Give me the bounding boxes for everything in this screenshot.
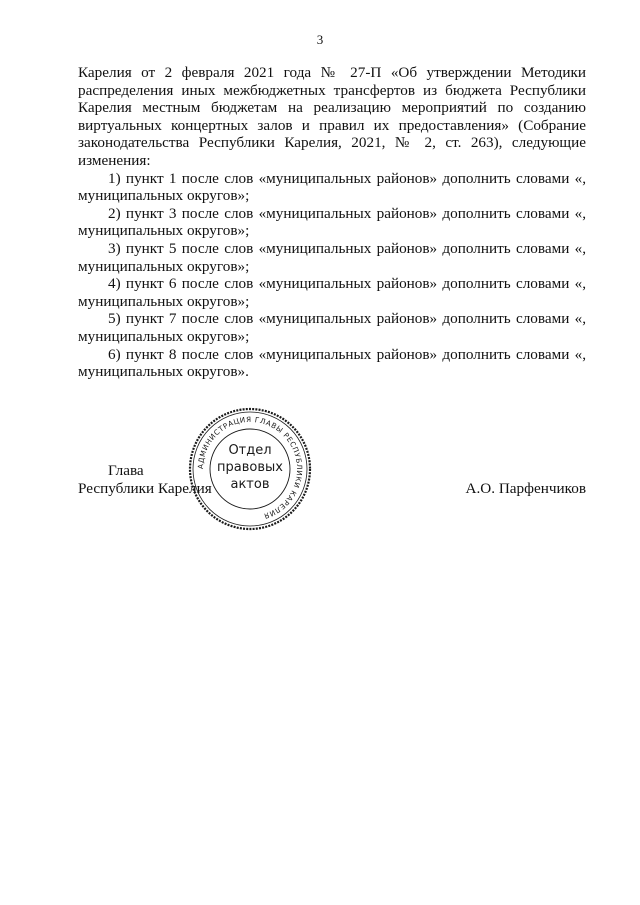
amendment-item: 3) пункт 5 после слов «муниципальных районов» дополнить словами «, муниципальных округов»; (78, 239, 586, 275)
amendment-item: 1) пункт 1 после слов «муниципальных районов» дополнить словами «, муниципальных округов»; (78, 169, 586, 205)
stamp-center-line1: Отдел (228, 443, 272, 458)
signatory-name: А.О. Парфенчиков (465, 479, 586, 497)
amendment-item: 4) пункт 6 после слов «муниципальных районов» дополнить словами «, муниципальных округов»; (78, 275, 586, 310)
signature-block (78, 462, 586, 497)
amendment-item: 6) пункт 8 после слов «муниципальных районов» дополнить словами «, муниципальных округов». (78, 345, 586, 381)
stamp-center-line2: правовых (217, 460, 283, 475)
signatory-title-line1: Глава (108, 462, 144, 479)
official-stamp (186, 405, 314, 533)
amendment-item: 2) пункт 3 после слов «муниципальных районов» дополнить словами «, муниципальных округов»; (78, 204, 586, 240)
amendment-item: 5) пункт 7 после слов «муниципальных районов» дополнить словами «, муниципальных округов»; (78, 310, 586, 345)
stamp-seal-icon (186, 405, 314, 533)
intro-paragraph: Карелия от 2 февраля 2021 года № 27-П «Об утверждении Методики распределения иных межбюджетных трансфертов из бюджета Республики Карелия местным бюджетам на реализацию мероприятий по созданию виртуальных концертных залов и правил их предоставления» (Собрание законодательства Республики Карелия, 2021, № 2, ст. 263), следующие изменения: (78, 64, 586, 169)
document-body (78, 64, 586, 381)
stamp-center-line3: актов (230, 477, 270, 492)
signatory-title-line2: Республики Карелия (78, 479, 212, 497)
stamp-ring-text: АДМИНИСТРАЦИЯ ГЛАВЫ РЕСПУБЛИКИ КАРЕЛИЯ (195, 414, 305, 521)
page-number: 3 (316, 32, 324, 47)
